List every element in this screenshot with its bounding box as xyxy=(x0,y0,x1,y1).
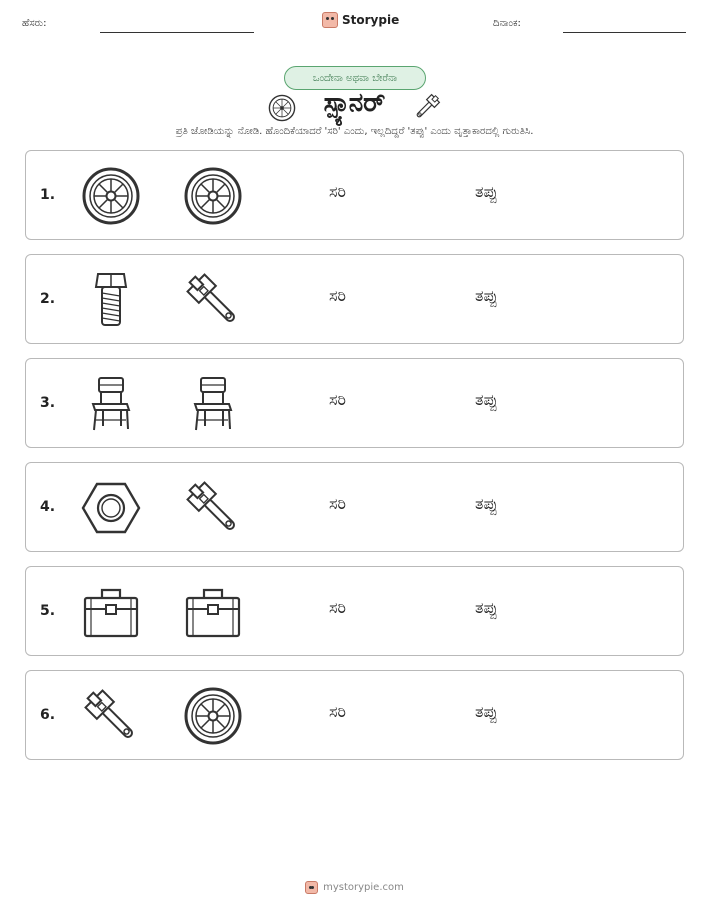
storypie-logo-icon xyxy=(305,881,318,894)
option-correct[interactable]: ಸರಿ xyxy=(329,702,346,721)
question-number: 3. xyxy=(40,395,56,411)
option-wrong[interactable]: ತಪ್ಪು xyxy=(475,494,498,513)
question-number: 4. xyxy=(40,499,56,515)
wheel-icon xyxy=(81,166,141,226)
wrench-icon xyxy=(412,92,442,126)
option-correct[interactable]: ಸರಿ xyxy=(329,390,346,409)
name-line[interactable] xyxy=(100,32,254,33)
question-number: 5. xyxy=(40,603,56,619)
question-number: 2. xyxy=(40,291,56,307)
chair-icon xyxy=(81,374,141,434)
name-label: ಹೆಸರು: xyxy=(22,18,47,29)
date-label: ದಿನಾಂಕ: xyxy=(493,18,521,29)
question-row xyxy=(25,358,684,448)
storypie-logo-icon xyxy=(322,12,338,28)
footer xyxy=(0,881,709,894)
wrench-icon xyxy=(81,686,141,746)
question-number: 6. xyxy=(40,707,56,723)
question-row xyxy=(25,150,684,240)
option-wrong[interactable]: ತಪ್ಪು xyxy=(475,286,498,305)
question-row xyxy=(25,254,684,344)
option-correct[interactable]: ಸರಿ xyxy=(329,494,346,513)
option-correct[interactable]: ಸರಿ xyxy=(329,286,346,305)
wheel-icon xyxy=(183,686,243,746)
footer-url: mystorypie.com xyxy=(323,882,404,893)
wrench-icon xyxy=(183,270,243,330)
option-wrong[interactable]: ತಪ್ಪು xyxy=(475,390,498,409)
brand-name: Storypie xyxy=(342,13,400,27)
question-row xyxy=(25,670,684,760)
chair-icon xyxy=(183,374,243,434)
page-title: ಸ್ಪ್ಯಾನರ್ xyxy=(323,88,386,118)
option-wrong[interactable]: ತಪ್ಪು xyxy=(475,702,498,721)
option-correct[interactable]: ಸರಿ xyxy=(329,598,346,617)
nut-icon xyxy=(81,478,141,538)
option-wrong[interactable]: ತಪ್ಪು xyxy=(475,182,498,201)
bolt-icon xyxy=(81,270,141,330)
toolbox-icon xyxy=(183,582,243,642)
wheel-icon xyxy=(183,166,243,226)
option-correct[interactable]: ಸರಿ xyxy=(329,182,346,201)
question-number: 1. xyxy=(40,187,56,203)
brand-logo xyxy=(322,12,399,28)
toolbox-icon xyxy=(81,582,141,642)
question-row xyxy=(25,462,684,552)
question-row xyxy=(25,566,684,656)
option-wrong[interactable]: ತಪ್ಪು xyxy=(475,598,498,617)
worksheet-type-badge: ಒಂದೇನಾ ಅಥವಾ ಬೇರೆನಾ xyxy=(284,66,426,90)
instructions: ಪ್ರತಿ ಜೋಡಿಯನ್ನು ನೋಡಿ. ಹೊಂದಿಕೆಯಾದರೆ 'ಸರಿ' ಎಂದು, ಇಲ್ಲದಿದ್ದರೆ 'ತಪ್ಪು' ಎಂದು ವೃತ್ತಾಕಾರದಲ್ಲಿ ಗುರುತಿಸಿ. xyxy=(175,126,534,137)
wrench-icon xyxy=(183,478,243,538)
date-line[interactable] xyxy=(563,32,686,33)
